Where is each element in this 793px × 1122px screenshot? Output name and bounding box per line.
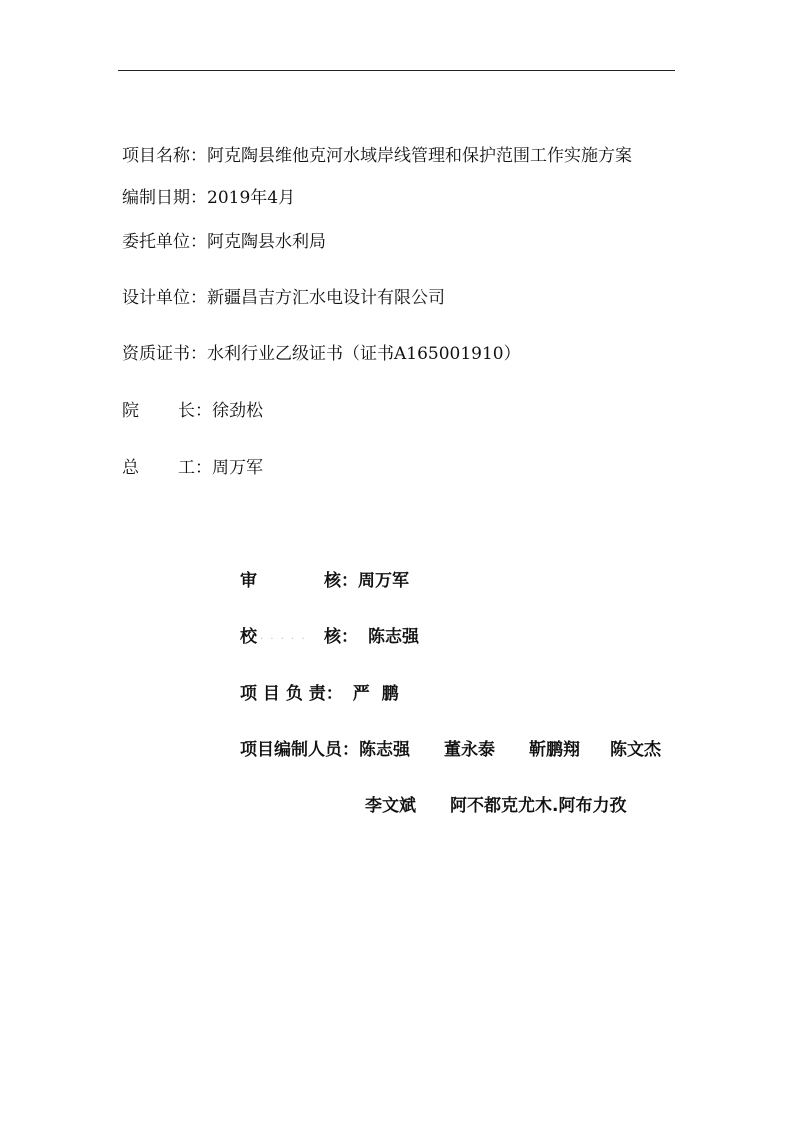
review-label-b: 核： — [324, 571, 358, 591]
compile-date-value: 2019年4月 — [207, 188, 296, 208]
check-label-b: 核： — [324, 627, 358, 647]
chief-value: 周万军 — [212, 458, 263, 478]
review-row — [240, 570, 409, 592]
staff-name: 阿不都克尤木.阿布力孜 — [450, 796, 627, 816]
staff-label: 项目编制人员： — [240, 740, 359, 760]
staff-row-1 — [240, 739, 661, 761]
staff-name: 靳鹏翔 — [529, 740, 580, 760]
check-label-a: 校 — [240, 627, 257, 647]
chief-label-a: 总 — [122, 458, 139, 478]
designer-label: 设计单位： — [122, 288, 207, 308]
staff-row-2 — [365, 795, 626, 817]
qualification-value: 水利行业乙级证书（证书A165001910） — [207, 344, 521, 364]
staff-name: 董永泰 — [444, 740, 495, 760]
staff-name: 陈文杰 — [610, 740, 661, 760]
staff-name: 陈志强 — [359, 740, 410, 760]
check-value: 陈志强 — [368, 627, 419, 647]
check-dots: · · · · · — [260, 634, 307, 645]
chief-label-b: 工： — [178, 458, 212, 478]
check-row — [240, 626, 419, 651]
compile-date-row — [122, 187, 295, 209]
staff-name: 李文斌 — [365, 796, 416, 816]
header-rule — [118, 70, 675, 71]
qualification-label: 资质证书： — [122, 344, 207, 364]
project-lead-row — [240, 683, 399, 705]
lead-value: 严 鹏 — [352, 684, 399, 704]
project-name-value: 阿克陶县维他克河水域岸线管理和保护范围工作实施方案 — [207, 146, 632, 166]
client-value: 阿克陶县水利局 — [207, 232, 326, 252]
designer-row — [122, 287, 445, 309]
review-label-a: 审 — [240, 571, 257, 591]
president-label-b: 长： — [178, 401, 212, 421]
client-label: 委托单位： — [122, 232, 207, 252]
president-row — [122, 400, 263, 422]
chief-engineer-row — [122, 457, 263, 479]
president-label-a: 院 — [122, 401, 139, 421]
review-value: 周万军 — [358, 571, 409, 591]
lead-label: 项 目 负 责： — [240, 684, 343, 704]
designer-value: 新疆昌吉方汇水电设计有限公司 — [207, 288, 445, 308]
compile-date-label: 编制日期： — [122, 188, 207, 208]
president-value: 徐劲松 — [212, 401, 263, 421]
qualification-row — [122, 343, 521, 365]
project-name-row — [122, 145, 632, 167]
project-name-label: 项目名称： — [122, 146, 207, 166]
client-row — [122, 231, 326, 253]
